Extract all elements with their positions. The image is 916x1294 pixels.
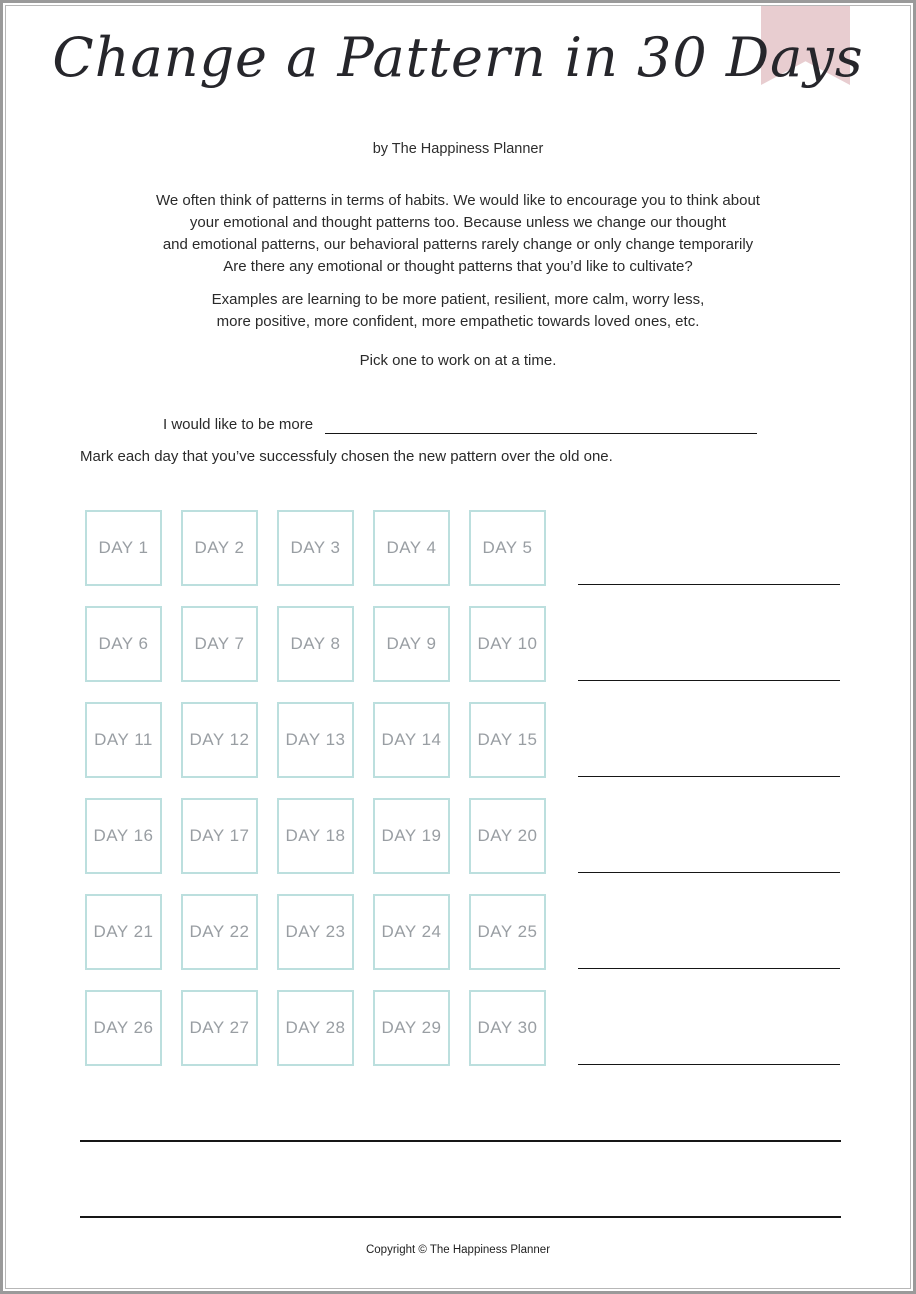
- day-box-label: DAY 29: [381, 1018, 442, 1037]
- day-box-label: DAY 6: [98, 634, 149, 653]
- day-box-label: DAY 18: [285, 826, 346, 845]
- day-box-label: DAY 7: [194, 634, 245, 653]
- day-box-label: DAY 24: [381, 922, 442, 941]
- copyright-footer: Copyright © The Happiness Planner: [365, 1244, 551, 1256]
- day-box-label: DAY 9: [386, 634, 437, 653]
- day-box-label: DAY 19: [381, 826, 442, 845]
- pick-one-text: Pick one to work on at a time.: [359, 352, 557, 369]
- fill-in-prompt: I would like to be more: [163, 416, 314, 433]
- day-box[interactable]: [469, 990, 546, 1066]
- day-box-label: DAY 28: [285, 1018, 346, 1037]
- day-box-label: DAY 16: [93, 826, 154, 845]
- day-box[interactable]: [373, 894, 450, 970]
- day-box-label: DAY 25: [477, 922, 538, 941]
- day-box-label: DAY 20: [477, 826, 538, 845]
- day-box[interactable]: [277, 702, 354, 778]
- day-box[interactable]: [469, 702, 546, 778]
- day-box[interactable]: [181, 990, 258, 1066]
- day-box[interactable]: [469, 894, 546, 970]
- intro-line: We often think of patterns in terms of habits. We would like to encourage you to think about: [156, 192, 760, 209]
- day-box-label: DAY 12: [189, 730, 250, 749]
- intro-line: Are there any emotional or thought patterns that you’d like to cultivate?: [223, 258, 693, 275]
- mark-instruction: Mark each day that you’ve successfuly chosen the new pattern over the old one.: [80, 448, 613, 465]
- day-box-label: DAY 14: [381, 730, 442, 749]
- day-box[interactable]: [469, 510, 546, 586]
- day-box[interactable]: [373, 702, 450, 778]
- notes-line[interactable]: [578, 872, 840, 873]
- day-box[interactable]: [373, 798, 450, 874]
- day-box[interactable]: [85, 606, 162, 682]
- notes-line-bottom[interactable]: [80, 1216, 841, 1218]
- intro-line: your emotional and thought patterns too. Because unless we change our thought: [189, 214, 727, 231]
- day-box[interactable]: [181, 606, 258, 682]
- day-box-label: DAY 26: [93, 1018, 154, 1037]
- day-box[interactable]: [277, 894, 354, 970]
- day-box-label: DAY 21: [93, 922, 154, 941]
- notes-line[interactable]: [578, 1064, 840, 1065]
- day-box[interactable]: [181, 702, 258, 778]
- day-box[interactable]: [469, 606, 546, 682]
- day-box-label: DAY 10: [477, 634, 538, 653]
- day-box[interactable]: [277, 606, 354, 682]
- day-box[interactable]: [85, 510, 162, 586]
- notes-line[interactable]: [578, 776, 840, 777]
- day-box[interactable]: [85, 894, 162, 970]
- day-box[interactable]: [85, 798, 162, 874]
- byline: by The Happiness Planner: [372, 141, 544, 157]
- day-box-label: DAY 22: [189, 922, 250, 941]
- intro-paragraph: [0, 190, 916, 278]
- day-box[interactable]: [277, 990, 354, 1066]
- day-box-label: DAY 2: [194, 538, 245, 557]
- notes-line[interactable]: [578, 584, 840, 585]
- day-box[interactable]: [277, 798, 354, 874]
- day-box-label: DAY 8: [290, 634, 341, 653]
- fill-in-row: [163, 414, 757, 434]
- day-box[interactable]: [181, 894, 258, 970]
- day-box[interactable]: [373, 510, 450, 586]
- notes-line[interactable]: [578, 968, 840, 969]
- page-title: Change a Pattern in 30 Days: [52, 26, 864, 89]
- fill-in-blank-line[interactable]: [325, 414, 757, 434]
- day-box-label: DAY 30: [477, 1018, 538, 1037]
- examples-line: Examples are learning to be more patient, resilient, more calm, worry less,: [211, 291, 705, 308]
- day-box-label: DAY 5: [482, 538, 533, 557]
- examples-paragraph: [0, 289, 916, 333]
- day-box[interactable]: [373, 606, 450, 682]
- day-box-label: DAY 23: [285, 922, 346, 941]
- day-box-label: DAY 17: [189, 826, 250, 845]
- day-box-label: DAY 4: [386, 538, 437, 557]
- day-box-label: DAY 27: [189, 1018, 250, 1037]
- day-box[interactable]: [373, 990, 450, 1066]
- notes-line[interactable]: [578, 680, 840, 681]
- notes-lines-right: [578, 510, 840, 1066]
- day-box-label: DAY 15: [477, 730, 538, 749]
- intro-line: and emotional patterns, our behavioral patterns rarely change or only change temporarily: [162, 236, 754, 253]
- day-grid: [85, 510, 546, 1066]
- examples-line: more positive, more confident, more empathetic towards loved ones, etc.: [216, 313, 700, 330]
- notes-line-bottom[interactable]: [80, 1140, 841, 1142]
- day-box[interactable]: [469, 798, 546, 874]
- day-box[interactable]: [181, 798, 258, 874]
- day-box-label: DAY 11: [94, 730, 153, 749]
- day-box[interactable]: [277, 510, 354, 586]
- day-box[interactable]: [181, 510, 258, 586]
- day-box[interactable]: [85, 702, 162, 778]
- day-box-label: DAY 1: [98, 538, 149, 557]
- day-box-label: DAY 13: [285, 730, 346, 749]
- day-box-label: DAY 3: [290, 538, 341, 557]
- day-box[interactable]: [85, 990, 162, 1066]
